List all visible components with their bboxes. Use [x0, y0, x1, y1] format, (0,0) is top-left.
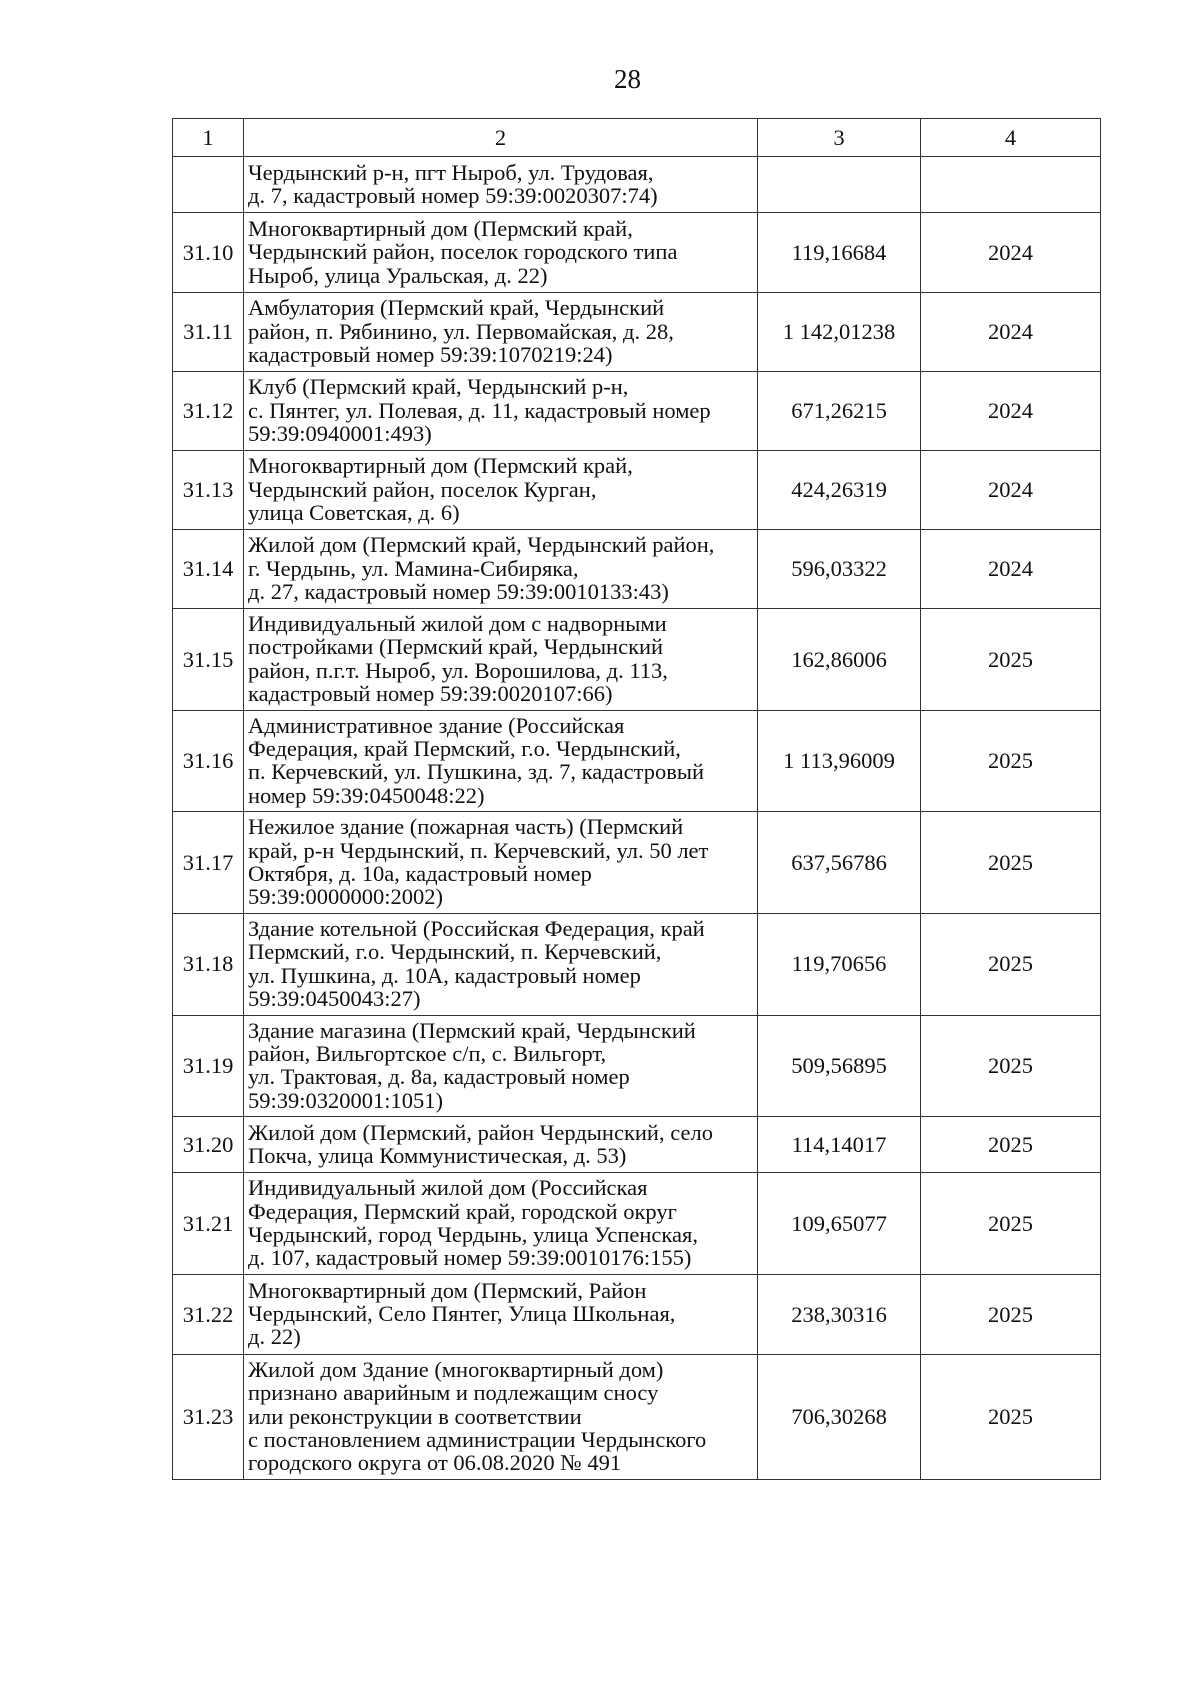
table-body — [173, 157, 1101, 1480]
year-value: 2025 — [921, 812, 1101, 914]
row-number: 31.23 — [173, 1354, 244, 1479]
cost-value: 637,56786 — [758, 812, 921, 914]
cost-value: 119,16684 — [758, 213, 921, 293]
description-line: д. 22) — [248, 1324, 301, 1350]
table-row — [173, 213, 1101, 293]
description-line: ул. Пушкина, д. 10А, кадастровый номер — [248, 962, 641, 988]
table-row — [173, 1354, 1101, 1479]
description-line: Индивидуальный жилой дом с надворными — [248, 611, 667, 636]
description-line: Индивидуальный жилой дом (Российская — [248, 1175, 648, 1201]
table-row — [173, 913, 1101, 1015]
object-description — [244, 451, 758, 530]
cost-value: 238,30316 — [758, 1274, 921, 1354]
table-row — [173, 710, 1101, 812]
object-description — [244, 913, 758, 1015]
row-number: 31.14 — [173, 530, 244, 609]
year-value: 2025 — [921, 1117, 1101, 1173]
description-line: д. 27, кадастровый номер 59:39:0010133:43) — [248, 579, 669, 605]
object-description — [244, 1117, 758, 1173]
column-header-2: 2 — [244, 119, 758, 157]
cost-value: 671,26215 — [758, 372, 921, 451]
year-value: 2024 — [921, 530, 1101, 609]
description-line: Многоквартирный дом (Пермский край, — [248, 453, 633, 479]
description-line: Многоквартирный дом (Пермский, Район — [248, 1277, 647, 1303]
row-number: 31.22 — [173, 1274, 244, 1354]
page-number: 28 — [614, 64, 641, 94]
year-value: 2024 — [921, 451, 1101, 530]
description-line: ул. Трактовая, д. 8а, кадастровый номер — [248, 1064, 630, 1090]
table-header-row — [173, 119, 1101, 157]
row-number: 31.10 — [173, 213, 244, 293]
year-value: 2024 — [921, 372, 1101, 451]
description-line: район, п. Рябинино, ул. Первомайская, д. 28, — [248, 318, 674, 344]
description-line: номер 59:39:0450048:22) — [248, 782, 485, 808]
object-description — [244, 609, 758, 711]
description-line: с. Пянтег, ул. Полевая, д. 11, кадастровый номер — [248, 397, 711, 423]
year-value: 2025 — [921, 609, 1101, 711]
row-number: 31.15 — [173, 609, 244, 711]
object-description — [244, 530, 758, 609]
year-value: 2025 — [921, 1015, 1101, 1117]
description-line: Чердынский район, поселок городского типа — [248, 239, 678, 265]
description-line: 59:39:0320001:1051) — [248, 1087, 443, 1113]
column-header-1: 1 — [173, 119, 244, 157]
description-line: постройками (Пермский край, Чердынский — [248, 634, 664, 660]
cost-value: 706,30268 — [758, 1354, 921, 1479]
description-line: Клуб (Пермский край, Чердынский р-н, — [248, 374, 629, 400]
description-line: 59:39:0000000:2002) — [248, 884, 443, 910]
table-row — [173, 293, 1101, 372]
description-line: Административное здание (Российская — [248, 712, 625, 738]
year-value: 2024 — [921, 293, 1101, 372]
description-line: г. Чердынь, ул. Мамина-Сибиряка, — [248, 555, 579, 581]
year-value: 2025 — [921, 913, 1101, 1015]
description-line: 59:39:0940001:493) — [248, 421, 432, 447]
cost-value: 114,14017 — [758, 1117, 921, 1173]
description-line: Федерация, край Пермский, г.о. Чердынский, — [248, 736, 681, 762]
row-number: 31.19 — [173, 1015, 244, 1117]
cost-value: 1 142,01238 — [758, 293, 921, 372]
description-line: Здание магазина (Пермский край, Чердынский — [248, 1017, 696, 1043]
table-row — [173, 812, 1101, 914]
description-line: район, п.г.т. Ныроб, ул. Ворошилова, д. 113, — [248, 657, 668, 683]
object-description — [244, 812, 758, 914]
description-line: Чердынский район, поселок Курган, — [248, 476, 597, 502]
row-number: 31.17 — [173, 812, 244, 914]
object-description — [244, 372, 758, 451]
table-row — [173, 1274, 1101, 1354]
description-line: район, Вильгортское с/п, с. Вильгорт, — [248, 1040, 607, 1066]
row-number: 31.12 — [173, 372, 244, 451]
description-line: п. Керчевский, ул. Пушкина, зд. 7, кадастровый — [248, 759, 705, 785]
table-row — [173, 530, 1101, 609]
object-description — [244, 293, 758, 372]
description-line: Многоквартирный дом (Пермский край, — [248, 215, 633, 241]
description-line: улица Советская, д. 6) — [248, 500, 460, 526]
description-line: Пермский, г.о. Чердынский, п. Керчевский, — [248, 939, 662, 965]
description-line: с постановлением администрации Чердынского — [248, 1426, 707, 1452]
object-description — [244, 1274, 758, 1354]
description-line: д. 7, кадастровый номер 59:39:0020307:74) — [248, 183, 658, 208]
description-line: Амбулатория (Пермский край, Чердынский — [248, 295, 665, 321]
cost-value: 596,03322 — [758, 530, 921, 609]
description-line: признано аварийным и подлежащим сносу — [248, 1380, 659, 1406]
object-description — [244, 710, 758, 812]
row-number: 31.16 — [173, 710, 244, 812]
description-line: Нежилое здание (пожарная часть) (Пермский — [248, 814, 684, 840]
description-line: Здание котельной (Российская Федерация, край — [248, 915, 705, 941]
description-line: край, р-н Чердынский, п. Керчевский, ул. 50 лет — [248, 837, 709, 863]
object-description — [244, 1173, 758, 1275]
description-line: Октября, д. 10а, кадастровый номер — [248, 861, 592, 887]
cost-value — [758, 157, 921, 213]
year-value: 2025 — [921, 1173, 1101, 1275]
cost-value: 119,70656 — [758, 913, 921, 1015]
year-value: 2025 — [921, 710, 1101, 812]
cost-value: 1 113,96009 — [758, 710, 921, 812]
year-value: 2024 — [921, 213, 1101, 293]
description-line: Чердынский, город Чердынь, улица Успенская, — [248, 1221, 698, 1247]
object-description — [244, 1015, 758, 1117]
table-row — [173, 451, 1101, 530]
year-value: 2025 — [921, 1274, 1101, 1354]
description-line: Ныроб, улица Уральская, д. 22) — [248, 262, 548, 288]
description-line: кадастровый номер 59:39:1070219:24) — [248, 342, 613, 368]
table-row — [173, 1015, 1101, 1117]
description-line: Чердынский р-н, пгт Ныроб, ул. Трудовая, — [248, 159, 654, 185]
cost-value: 162,86006 — [758, 609, 921, 711]
object-description — [244, 157, 758, 213]
object-description — [244, 1354, 758, 1479]
row-number: 31.11 — [173, 293, 244, 372]
description-line: Покча, улица Коммунистическая, д. 53) — [248, 1143, 627, 1169]
description-line: Чердынский, Село Пянтег, Улица Школьная, — [248, 1301, 676, 1327]
table-row — [173, 1117, 1101, 1173]
object-description — [244, 213, 758, 293]
cost-value: 109,65077 — [758, 1173, 921, 1275]
cost-value: 424,26319 — [758, 451, 921, 530]
column-header-4: 4 — [921, 119, 1101, 157]
description-line: 59:39:0450043:27) — [248, 986, 421, 1012]
row-number: 31.21 — [173, 1173, 244, 1275]
objects-table — [172, 118, 1101, 1480]
description-line: Федерация, Пермский край, городской округ — [248, 1198, 677, 1224]
cost-value: 509,56895 — [758, 1015, 921, 1117]
row-number: 31.18 — [173, 913, 244, 1015]
table-row — [173, 157, 1101, 213]
row-number — [173, 157, 244, 213]
year-value — [921, 157, 1101, 213]
description-line: или реконструкции в соответствии — [248, 1403, 582, 1429]
year-value: 2025 — [921, 1354, 1101, 1479]
description-line: городского округа от 06.08.2020 № 491 — [248, 1450, 622, 1476]
description-line: кадастровый номер 59:39:0020107:66) — [248, 681, 613, 707]
description-line: Жилой дом Здание (многоквартирный дом) — [248, 1356, 664, 1382]
row-number: 31.13 — [173, 451, 244, 530]
table-row — [173, 1173, 1101, 1275]
table-row — [173, 609, 1101, 711]
description-line: Жилой дом (Пермский, район Чердынский, село — [248, 1119, 713, 1145]
table-row — [173, 372, 1101, 451]
description-line: д. 107, кадастровый номер 59:39:0010176:155) — [248, 1245, 692, 1271]
row-number: 31.20 — [173, 1117, 244, 1173]
column-header-3: 3 — [758, 119, 921, 157]
description-line: Жилой дом (Пермский край, Чердынский район, — [248, 532, 715, 558]
